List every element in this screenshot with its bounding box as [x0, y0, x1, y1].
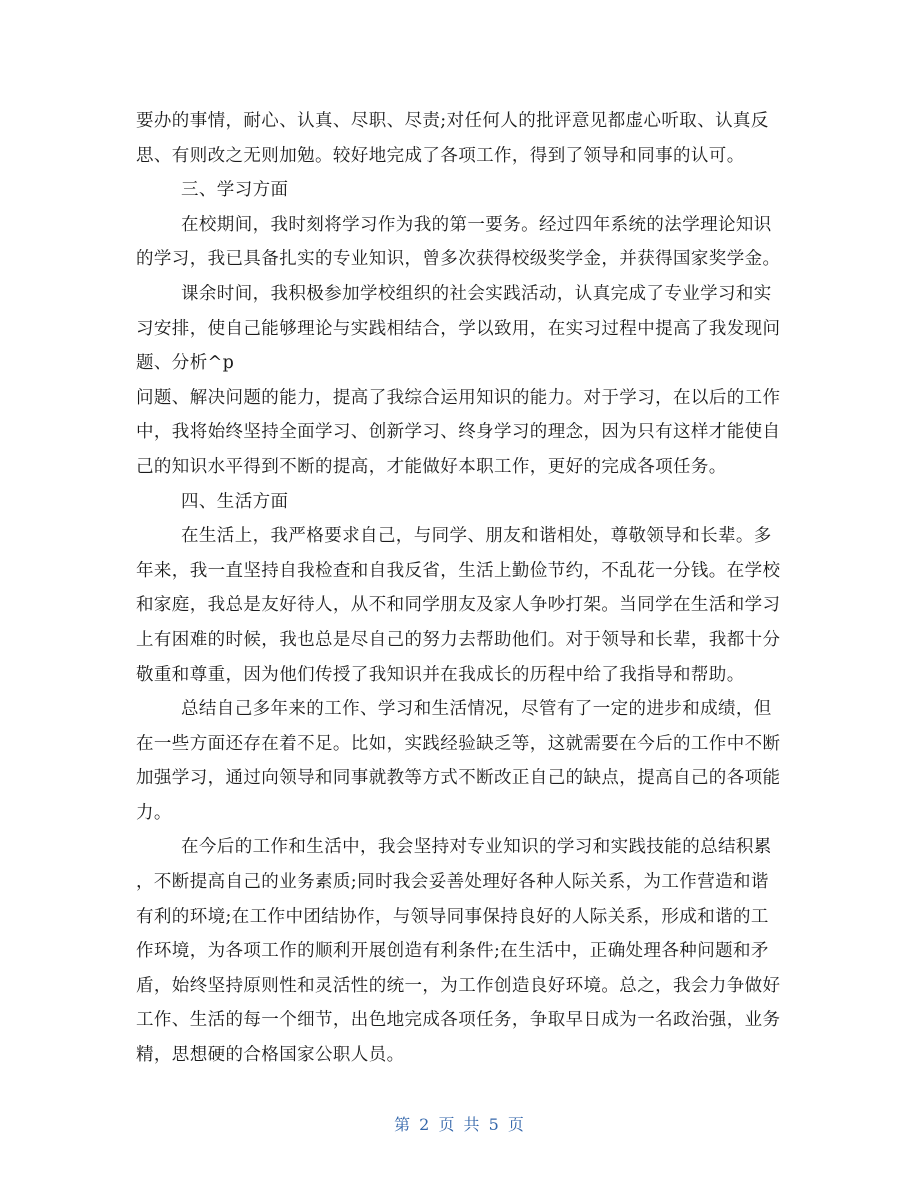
text-line: 课余时间，我积极参加学校组织的社会实践活动，认真完成了专业学习和实	[181, 283, 772, 304]
text-line: 总结自己多年来的工作、学习和生活情况，尽管有了一定的进步和成绩，但	[181, 699, 772, 720]
document-body	[136, 104, 786, 1073]
text-line: 问题、解决问题的能力，提高了我综合运用知识的能力。对于学习，在以后的工作	[136, 387, 781, 408]
text-line: 己的知识水平得到不断的提高，才能做好本职工作，更好的完成各项任务。	[136, 456, 727, 477]
text-line: 敬重和尊重，因为他们传授了我知识并在我成长的历程中给了我指导和帮助。	[136, 664, 745, 685]
text-line: 的学习，我已具备扎实的专业知识，曾多次获得校级奖学金，并获得国家奖学金。	[136, 249, 781, 270]
text-line: 精，思想硬的合格国家公职人员。	[136, 1045, 405, 1066]
text-line: 在校期间，我时刻将学习作为我的第一要务。经过四年系统的法学理论知识	[181, 214, 772, 235]
text-line: 工作、生活的每一个细节，出色地完成各项任务，争取早日成为一名政治强，业务	[136, 1010, 781, 1031]
text-line: 加强学习，通过向领导和同事就教等方式不断改正自己的缺点，提高自己的各项能	[136, 768, 781, 789]
text-line: 在生活上，我严格要求自己，与同学、朋友和谐相处，尊敬领导和长辈。多	[181, 526, 772, 547]
text-line: 中，我将始终坚持全面学习、创新学习、终身学习的理念，因为只有这样才能使自	[136, 422, 781, 443]
text-line: 思、有则改之无则加勉。较好地完成了各项工作，得到了领导和同事的认可。	[136, 145, 745, 166]
text-line: ，不断提高自己的业务素质;同时我会妥善处理好各种人际关系，为工作营造和谐	[136, 872, 769, 893]
page-number-footer: 第 2 页 共 5 页	[394, 1115, 526, 1134]
text-line: 题、分析^p	[136, 353, 235, 374]
text-line: 力。	[136, 802, 172, 823]
text-line: 作环境，为各项工作的顺利开展创造有利条件;在生活中，正确处理各种问题和矛	[136, 941, 769, 962]
text-line: 有利的环境;在工作中团结协作，与领导同事保持良好的人际关系，形成和谐的工	[136, 906, 769, 927]
section-heading: 三、学习方面	[181, 180, 289, 201]
text-line: 在一些方面还存在着不足。比如，实践经验缺乏等，这就需要在今后的工作中不断	[136, 733, 781, 754]
text-line: 和家庭，我总是友好待人，从不和同学朋友及家人争吵打架。当同学在生活和学习	[136, 595, 781, 616]
text-line: 在今后的工作和生活中，我会坚持对专业知识的学习和实践技能的总结积累	[181, 837, 772, 858]
text-line: 上有困难的时候，我也总是尽自己的努力去帮助他们。对于领导和长辈，我都十分	[136, 629, 781, 650]
section-heading: 四、生活方面	[181, 491, 289, 512]
text-line: 盾，始终坚持原则性和灵活性的统一，为工作创造良好环境。总之，我会力争做好	[136, 975, 781, 996]
text-line: 习安排，使自己能够理论与实践相结合，学以致用，在实习过程中提高了我发现问	[136, 318, 781, 339]
text-line: 要办的事情，耐心、认真、尽职、尽责;对任何人的批评意见都虚心听取、认真反	[136, 111, 769, 131]
text-line: 年来，我一直坚持自我检查和自我反省，生活上勤俭节约，不乱花一分钱。在学校	[136, 560, 781, 581]
